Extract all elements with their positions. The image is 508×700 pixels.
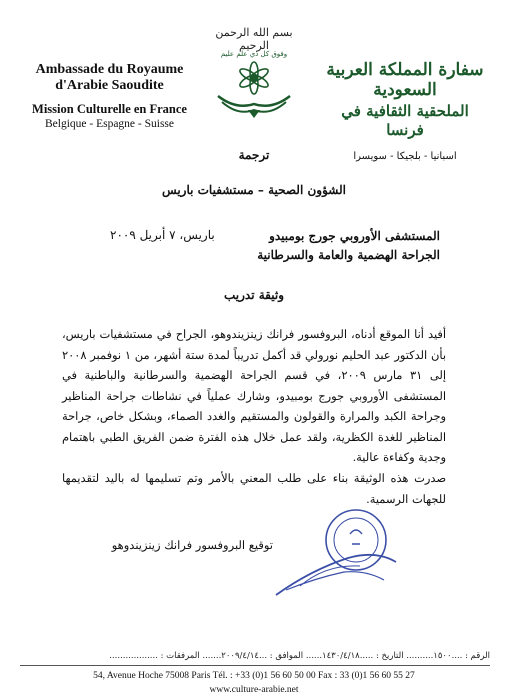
emblem-motto: وفوق كل ذي علم عليم <box>220 50 288 58</box>
recipient-department: الجراحة الهضمية والعامة والسرطانية <box>257 248 440 262</box>
reference-line: الرقم : ....١٥٠٠.......... التاريخ : .....١٤٣٠/٤/١٨...... الموافق : ...٢٠٠٩/٤/١٤....... المرفقات : .................. <box>109 651 490 661</box>
ar-countries-line: اسبانيا - بلجيكا - سويسرا <box>353 151 457 162</box>
body-paragraph-1: أفيد أنا الموقع أدناه، البروفسور فرانك زينزيندوهو، الجراح في مستشفيات باريس، بأن الدكتور عبد الحليم نورولي قد أكمل تدريباً لمدة ستة أشهر، من ١ نوفمبر ٢٠٠٨ إلى ٣١ مارس ٢٠٠٩، في قسم الجراحة الهضمية والسرطانية والباطنية في المستشفى الأوروبي جورج بومبيدو، وشارك عملياً في نشاطات جراحة المناظير وجراحة الكبد والمرارة والقولون والمستقيم والغدد الصماء، وبشكل خاص، جراحة المناظير للغدة الكظرية، ولقد عمل خلال هذه الفترة ضمن الفريق الطبي باهتمام وجدية وكفاءة عالية. <box>62 327 446 464</box>
letter-date: باريس، ٧ أبريل ٢٠٠٩ <box>110 228 215 242</box>
fr-embassy-line2: d'Arabie Saoudite <box>55 78 164 93</box>
official-stamp-seal <box>256 500 406 600</box>
body-paragraph-2: صدرت هذه الوثيقة بناء على طلب المعني بالأمر وتم تسليمها له باليد لتقديمها للجهات الرسمية. <box>62 471 446 506</box>
subject-heading: الشؤون الصحية – مستشفيات باريس <box>162 183 346 197</box>
footer-website: www.culture-arabie.net <box>209 685 299 695</box>
footer-address: 54, Avenue Hoche 75008 Paris Tél. : +33 (0)1 56 60 50 00 Fax : 33 (0)1 56 60 55 27 <box>93 671 415 681</box>
ar-embassy-line: سفارة المملكة العربية السعودية <box>326 60 484 100</box>
ar-mission-line: الملحقية الثقافية في فرنسا <box>341 102 469 139</box>
translation-label: ترجمة <box>238 148 270 162</box>
recipient-hospital: المستشفى الأوروبي جورج بومبيدو <box>269 229 440 243</box>
footer-divider <box>20 665 490 666</box>
basmala-calligraphy: بسم الله الرحمن الرحيم <box>215 26 293 52</box>
saudi-emblem-logo <box>208 44 300 122</box>
fr-countries-line: Belgique - Espagne - Suisse <box>44 118 175 130</box>
signature-label: توقيع البروفسور فرانك زينزيندوهو <box>111 538 273 552</box>
french-letterhead <box>22 62 197 131</box>
recipient-block <box>257 227 440 265</box>
document-title: وثيقة تدريب <box>224 288 284 302</box>
fr-mission-line: Mission Culturelle en France <box>32 102 187 116</box>
fr-embassy-line1: Ambassade du Royaume <box>35 62 184 77</box>
